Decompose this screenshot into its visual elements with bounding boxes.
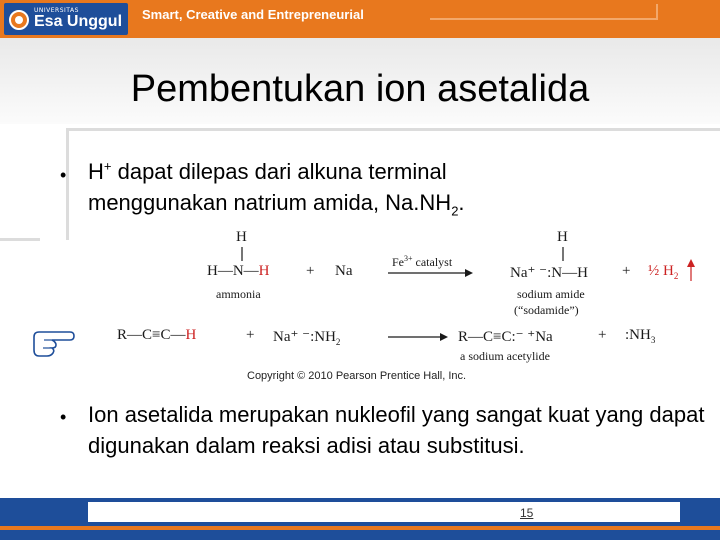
slide-title: Pembentukan ion asetalida xyxy=(130,68,590,110)
reaction-1-reactant-text: H—N— xyxy=(207,263,259,279)
footer-panel xyxy=(88,502,680,522)
reagent-subscript: 2 xyxy=(335,337,341,347)
catalyst-charge: 3+ xyxy=(404,254,413,263)
bullet-2: Ion asetalida merupakan nukleofil yang sangat kuat yang dapat digunakan dalam reaksi adisi atau substitusi. xyxy=(88,402,705,458)
ammonia-text: :NH xyxy=(625,327,651,343)
bullet-1-text-b: dapat dilepas dari alkuna terminal xyxy=(111,159,447,184)
logo-emblem-icon xyxy=(9,10,29,30)
reaction-figure xyxy=(0,225,720,390)
reaction-1-acidic-h: H xyxy=(258,263,270,279)
sodamide-label: (“sodamide”) xyxy=(514,303,579,317)
reaction-2-alkyne xyxy=(117,327,196,344)
reaction-1-plus-2: + xyxy=(622,263,631,279)
reaction-1-reactant xyxy=(207,263,270,280)
hydrogen-text: ½ H xyxy=(648,263,674,279)
alkyne-terminal-h: H xyxy=(185,327,197,343)
acetylide-label: a sodium acetylide xyxy=(460,349,550,363)
ammonia-label: ammonia xyxy=(216,287,261,301)
university-logo xyxy=(4,3,128,35)
bullet-1-superscript: + xyxy=(103,158,112,174)
reaction-2-plus-2: + xyxy=(598,327,607,343)
alkyne-text: R—C≡C— xyxy=(117,327,186,343)
logo-text: Esa Unggul xyxy=(34,13,123,30)
reaction-2-plus-1: + xyxy=(246,327,255,343)
copyright-text: Copyright © 2010 Pearson Prentice Hall, Inc. xyxy=(247,370,467,382)
bullet-1-period: . xyxy=(458,190,465,215)
hydrogen-subscript: 2 xyxy=(673,271,679,281)
pointing-hand-icon xyxy=(30,329,76,359)
header-tagline: Smart, Creative and Entrepreneurial xyxy=(142,7,364,22)
header-decoration xyxy=(430,4,658,20)
catalyst-label xyxy=(392,255,452,270)
page-number: 15 xyxy=(520,506,534,520)
reaction-1-h-top: H xyxy=(236,229,247,245)
reaction-1-product: Na⁺ ⁻:N—H xyxy=(510,265,588,281)
reaction-lines xyxy=(0,225,720,390)
footer-bar xyxy=(0,498,720,540)
bullet-1 xyxy=(88,156,708,218)
bullet-marker: • xyxy=(60,165,67,185)
reagent-text: Na⁺ ⁻:NH xyxy=(273,329,336,345)
reaction-1-sodium: Na xyxy=(335,263,353,279)
header-bar xyxy=(0,0,720,38)
bullet-1-text-c: menggunakan natrium amida, Na.NH xyxy=(88,190,452,215)
reaction-1-hydrogen xyxy=(648,263,678,280)
reaction-1-h-top-product: H xyxy=(557,229,568,245)
bullet-1-subscript: 2 xyxy=(451,203,459,219)
catalyst-formula: Fe xyxy=(392,255,404,269)
bullet-1-text-a: H xyxy=(88,159,104,184)
frame-line-horizontal xyxy=(66,128,720,131)
reaction-2-reagent xyxy=(273,327,340,346)
reaction-1-plus-1: + xyxy=(306,263,315,279)
reaction-2-ammonia xyxy=(625,327,655,344)
footer-stripe xyxy=(0,526,720,530)
frame-line-vertical xyxy=(66,128,69,240)
logo-small-text: UNIVERSITAS xyxy=(34,7,79,14)
catalyst-text: catalyst xyxy=(412,255,453,269)
sodium-amide-label: sodium amide xyxy=(517,287,585,301)
reaction-2-product: R—C≡C:⁻ ⁺Na xyxy=(458,329,553,345)
bullet-marker-2: • xyxy=(60,407,67,427)
ammonia-subscript: 3 xyxy=(650,335,656,345)
